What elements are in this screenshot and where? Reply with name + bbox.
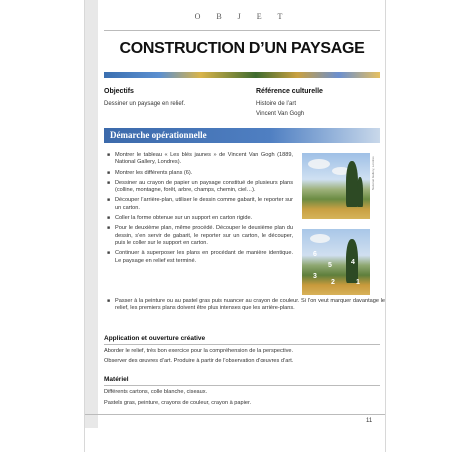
plan-number: 5 [328, 262, 332, 269]
reference-line-2: Vincent Van Gogh [256, 111, 305, 117]
plan-number: 1 [356, 279, 360, 286]
step-item-last: ■ Passer à la peinture ou au pastel gras puis nuancer au crayon de couleur. Si l’on veut marquer davantage le relief, les premiers plans doivent être plus intenses que les arrière-plans. [107, 298, 385, 313]
page-number: 11 [366, 418, 373, 424]
header-rule [104, 30, 380, 31]
wheatfield-planes-painting [302, 229, 370, 295]
page-title: CONSTRUCTION D’UN PAYSAGE [119, 40, 365, 57]
reference-line-1: Histoire de l’art [256, 101, 297, 107]
step-item: ■ Coller la forme obtenue sur un support en carton rigide. [107, 215, 293, 222]
materiel-line: Pastels gras, peinture, crayons de couleur, crayon à papier. [104, 400, 252, 406]
step-item: ■ Pour le deuxième plan, même procédé. Découper le deuxième plan du dessin, s’en servir de gabarit, le reporter sur un carton, le découper, puis le coller sur le support en carton. [107, 225, 293, 247]
wheatfield-painting [302, 153, 370, 219]
step-item: ■ Dessiner au crayon de papier un paysage constitué de plusieurs plans (colline, montagne, forêt, arbre, champs, chemin, ciel…). [107, 180, 293, 195]
section-rule [104, 344, 380, 345]
header-word: O B J E T [194, 12, 290, 21]
step-item: ■ Continuer à superposer les plans en procédant de manière identique. Le paysage en relief est terminé. [107, 250, 293, 265]
footer-rule [85, 414, 385, 415]
objectifs-heading: Objectifs [104, 88, 134, 95]
image-caption: National Gallery, Londres [371, 156, 375, 190]
steps-list [107, 152, 293, 268]
section-banner [104, 128, 380, 143]
page [84, 0, 386, 452]
cloud-shape [310, 234, 330, 243]
banner-title: Démarche opérationnelle [110, 130, 207, 140]
materiel-line: Différents cartons, colle blanche, ciseaux. [104, 389, 208, 395]
plan-number: 6 [313, 251, 317, 258]
plan-number: 4 [351, 259, 355, 266]
sidebar-strip [85, 0, 98, 428]
application-line: Observer des œuvres d’art. Produire à partir de l’observation d’œuvres d’art. [104, 358, 294, 364]
step-item: ■ Montrer les différents plans (6). [107, 170, 293, 177]
objectifs-text: Dessiner un paysage en relief. [104, 101, 186, 107]
step-item: ■ Découper l’arrière-plan, utiliser le dessin comme gabarit, le reporter sur un carton. [107, 197, 293, 212]
plan-number: 2 [331, 279, 335, 286]
plan-number: 3 [313, 273, 317, 280]
painting-strip [104, 72, 380, 78]
application-line: Aborder le relief, très bon exercice pour la compréhension de la perspective. [104, 348, 294, 354]
application-heading: Application et ouverture créative [104, 335, 206, 342]
cloud-shape [308, 159, 330, 169]
step-item: ■ Montrer le tableau « Les blés jaunes » de Vincent Van Gogh (1889, National Gallery, Londres). [107, 152, 293, 167]
reference-heading: Référence culturelle [256, 88, 323, 95]
section-rule [104, 385, 380, 386]
materiel-heading: Matériel [104, 376, 129, 383]
cypress-tree [357, 177, 363, 207]
